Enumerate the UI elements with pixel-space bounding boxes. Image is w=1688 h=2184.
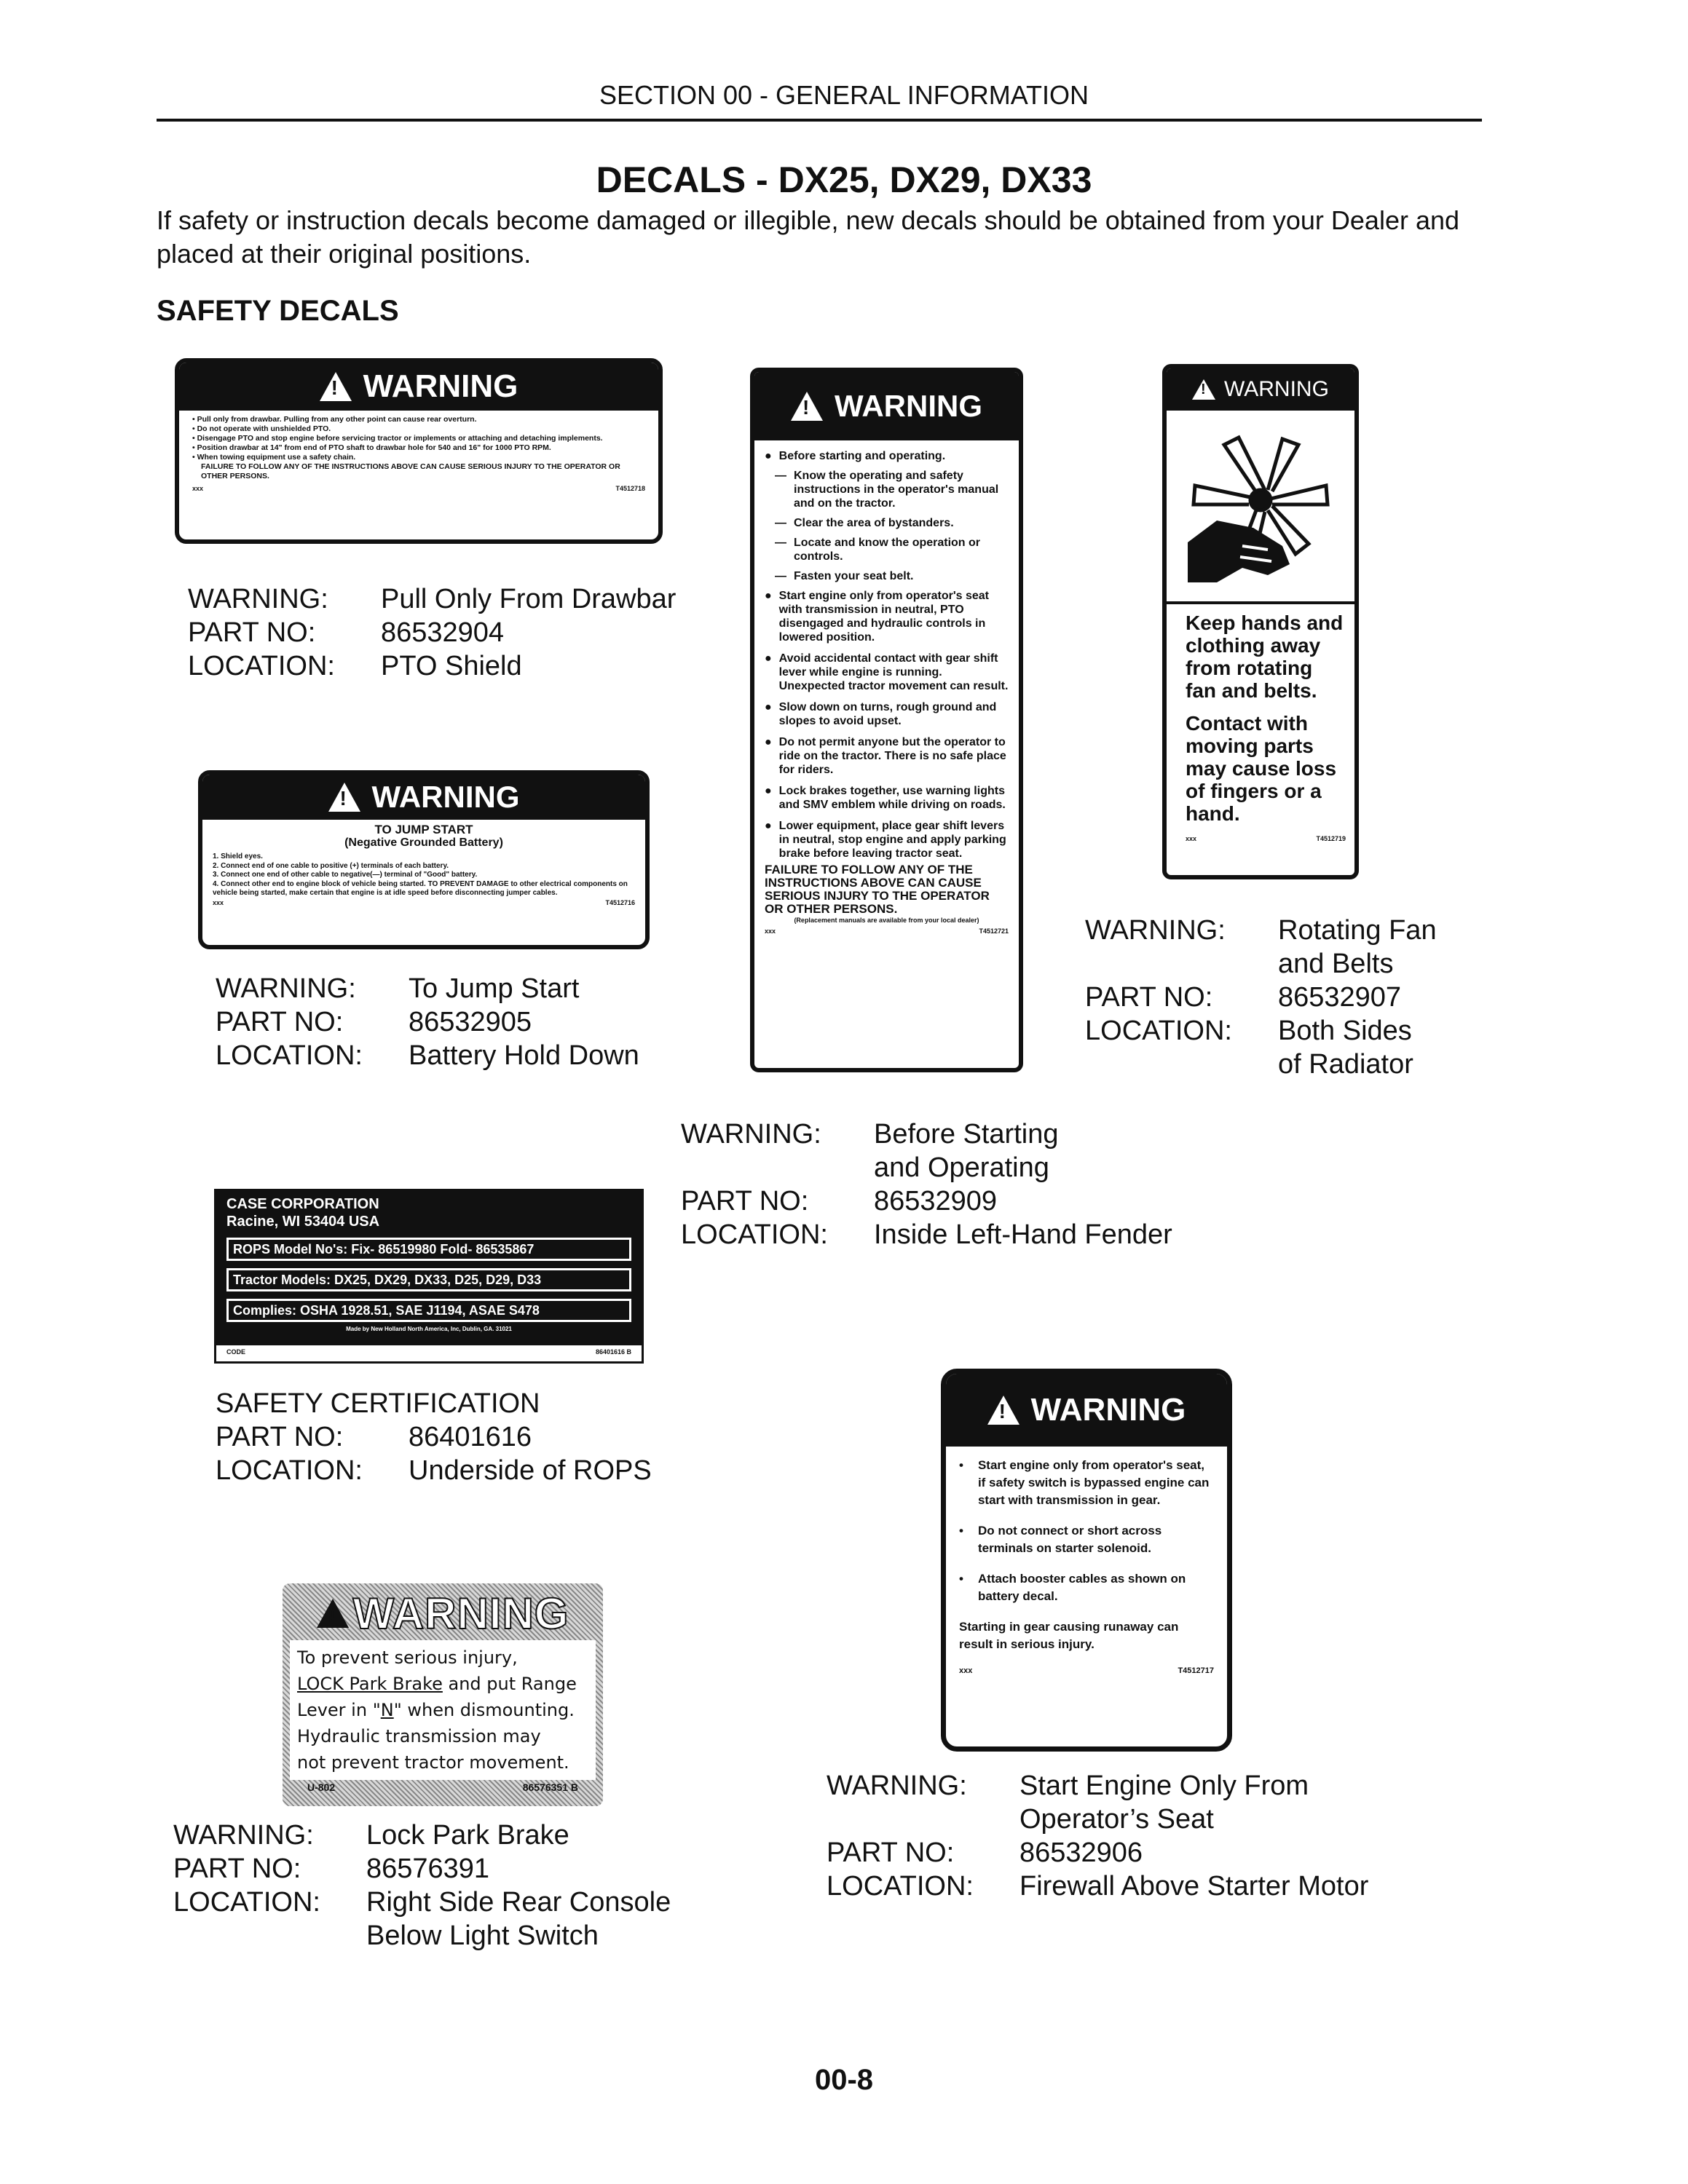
decal-line: • Disengage PTO and stop engine before servicing tractor or implements or attaching and detaching implements. — [192, 434, 603, 443]
caption-value: Battery Hold Down — [409, 1040, 639, 1071]
caption-value: To Jump Start — [409, 973, 580, 1004]
decal-dash-text: Fasten your seat belt. — [794, 570, 914, 582]
decal-line: FAILURE TO FOLLOW ANY OF THE INSTRUCTIONS ABOVE CAN CAUSE SERIOUS INJURY TO THE OPERATOR OR OTHER PERSONS. — [201, 462, 620, 480]
caption-value: Lock Park Brake — [366, 1820, 569, 1851]
decal-start-title: WARNING — [1030, 1392, 1186, 1428]
caption-value: 86532905 — [409, 1007, 532, 1037]
decal-bullet-text: Slow down on turns, rough ground and slopes to avoid upset. — [778, 701, 997, 727]
caption-value: Both Sides — [1278, 1016, 1412, 1046]
caption-value: 86532906 — [1019, 1837, 1143, 1868]
decal-jump-sub1: TO JUMP START — [374, 823, 473, 836]
park-text-span: Lever in " — [297, 1700, 381, 1720]
caption-label: PART NO: — [827, 1837, 955, 1868]
caption-before-starting — [681, 1117, 1172, 1251]
decal-jump-header — [202, 775, 645, 820]
caption-label: LOCATION: — [1085, 1016, 1232, 1046]
park-neutral-underline: N — [380, 1700, 394, 1720]
caption-value: Right Side Rear Console — [366, 1887, 671, 1918]
decal-dash-text: Clear the area of bystanders. — [794, 517, 954, 529]
caption-label: PART NO: — [216, 1422, 344, 1452]
decal-bullet: ● Start engine only from operator's seat with transmission in neutral, PTO disengaged and hydraulic controls in lowered position. — [765, 589, 1009, 644]
caption-park-brake — [173, 1819, 671, 1952]
decal-drawbar-header — [179, 363, 658, 411]
caption-rops — [216, 1387, 652, 1487]
decal-bullet: ● Do not permit anyone but the operator to ride on the tractor. There is no safe place for riders. — [765, 735, 1009, 777]
decal-bullet: • Start engine only from operator's seat, if safety switch is bypassed engine can start with transmission in gear. — [959, 1457, 1214, 1509]
decal-code-left: xxx — [213, 898, 224, 906]
decal-line: • When towing equipment use a safety chain. — [192, 453, 356, 462]
warning-triangle-icon — [328, 783, 360, 812]
decal-code — [1186, 828, 1346, 850]
rops-tractor-box: Tractor Models: DX25, DX29, DX33, D25, D29, D33 — [226, 1268, 631, 1291]
decal-bullet: ● Avoid accidental contact with gear shift lever while engine is running. Unexpected tractor movement can result. — [765, 652, 1009, 692]
caption-label: WARNING: — [1085, 915, 1226, 946]
caption-value: 86532907 — [1278, 982, 1402, 1013]
caption-value: Pull Only From Drawbar — [381, 584, 677, 614]
decal-before-body — [754, 440, 1019, 938]
rops-model-box: ROPS Model No's: Fix- 86519980 Fold- 86535867 — [226, 1238, 631, 1261]
caption-value: 86576391 — [366, 1853, 490, 1884]
decal-fan-text2: Contact with moving parts may cause loss of fingers or a hand. — [1186, 712, 1337, 825]
page-number: 00-8 — [814, 2064, 874, 2096]
fan-hand-icon — [1173, 419, 1348, 593]
caption-label: PART NO: — [173, 1853, 301, 1884]
caption-value: Inside Left-Hand Fender — [874, 1219, 1172, 1250]
safety-decals-heading: SAFETY DECALS — [157, 295, 399, 327]
caption-value: Operator’s Seat — [1019, 1804, 1214, 1835]
decal-line: • Position drawbar at 14" from end of PTO shaft to drawbar hole for 540 and 16" for 1000 PTO RPM. — [192, 443, 551, 452]
section-title: SECTION 00 - GENERAL INFORMATION — [599, 80, 1089, 110]
decal-drawbar — [175, 358, 663, 544]
decal-code-right: T4512717 — [1178, 1666, 1214, 1675]
decal-bullet-text: Lower equipment, place gear shift levers in neutral, stop engine and apply parking brake before leaving tractor seat. — [778, 820, 1006, 860]
decal-fan-text1: Keep hands and clothing away from rotating fan and belts. — [1186, 612, 1344, 702]
decal-code — [959, 1662, 1214, 1679]
caption-value: Firewall Above Starter Motor — [1019, 1871, 1369, 1902]
decal-dash-text: Locate and know the operation or controls. — [794, 537, 981, 563]
caption-label: LOCATION: — [216, 1040, 363, 1071]
park-text-line — [297, 1671, 588, 1697]
decal-bullet-text: Do not permit anyone but the operator to ride on the tractor. There is no safe place for riders. — [778, 736, 1006, 776]
warning-triangle-icon — [1192, 379, 1215, 400]
decal-start-body — [946, 1447, 1227, 1679]
warning-triangle-icon — [791, 392, 823, 421]
caption-value: 86401616 — [409, 1422, 532, 1452]
warning-triangle-icon — [987, 1396, 1019, 1425]
caption-value: Below Light Switch — [366, 1920, 599, 1951]
decal-code-left: xxx — [765, 927, 776, 935]
decal-park-title: WARNING — [352, 1588, 569, 1638]
decal-bullet: ● Lock brakes together, use warning lights and SMV emblem while driving on roads. — [765, 784, 1009, 812]
decal-line: 3. Connect one end of other cable to negative(—) terminal of "Good" battery. — [213, 871, 478, 879]
decal-code-right: 86401616 B — [595, 1348, 631, 1356]
caption-label: LOCATION: — [681, 1219, 828, 1250]
rops-plate-body — [216, 1191, 642, 1345]
decal-bullet: ● Before starting and operating. — [765, 450, 946, 462]
caption-label: PART NO: — [1085, 982, 1213, 1013]
caption-drawbar — [188, 582, 676, 683]
caption-value: Start Engine Only From — [1019, 1770, 1309, 1801]
caption-value: Rotating Fan — [1278, 915, 1437, 946]
decal-line: 2. Connect end of one cable to positive (+) terminals of each battery. — [213, 861, 449, 870]
caption-label: WARNING: — [216, 973, 356, 1004]
decal-rops-plate — [214, 1189, 644, 1364]
caption-value: Underside of ROPS — [409, 1455, 652, 1486]
decal-code-right: 86576351 B — [522, 1781, 578, 1793]
caption-label: WARNING: — [827, 1770, 967, 1801]
decal-bullet: • Attach booster cables as shown on battery decal. — [959, 1570, 1214, 1605]
park-text-span: " when dismounting. — [393, 1700, 575, 1720]
header-rule — [157, 119, 1482, 122]
decal-dash: — Know the operating and safety instructions in the operator's manual and on the tractor. — [775, 469, 1009, 510]
decal-before-starting — [750, 368, 1023, 1072]
caption-label: PART NO: — [681, 1186, 809, 1216]
caption-value: 86532904 — [381, 617, 505, 648]
decal-jump-title: WARNING — [371, 780, 520, 814]
page-title: DECALS - DX25, DX29, DX33 — [596, 159, 1092, 200]
decal-bullet: ● Lower equipment, place gear shift levers in neutral, stop engine and apply parking brake before leaving tractor seat. — [765, 819, 1009, 860]
decal-dash: — Clear the area of bystanders. — [775, 517, 954, 529]
decal-park-brake — [283, 1583, 603, 1806]
caption-label: PART NO: — [188, 617, 316, 648]
caption-value: and Belts — [1278, 949, 1394, 979]
park-brake-header — [290, 1588, 596, 1638]
caption-rotating-fan — [1085, 914, 1437, 1081]
decal-line: 1. Shield eyes. — [213, 852, 263, 860]
decal-code-left: CODE — [226, 1348, 246, 1356]
rops-company: CASE CORPORATION — [226, 1196, 379, 1212]
decal-rotating-fan — [1162, 364, 1359, 879]
warning-triangle-icon — [317, 1599, 349, 1628]
decal-code — [290, 1780, 596, 1795]
caption-label: WARNING: — [173, 1820, 314, 1851]
intro-paragraph: If safety or instruction decals become damaged or illegible, new decals should be obtained from your Dealer and placed at their original positions. — [157, 205, 1460, 269]
decal-code — [765, 925, 1009, 938]
warning-triangle-icon — [320, 372, 352, 401]
decal-code-left: xxx — [959, 1666, 973, 1675]
rops-made-by: Made by New Holland North America, Inc, Dublin, GA. 31021 — [346, 1326, 512, 1332]
park-text-line: not prevent tractor movement. — [297, 1752, 569, 1773]
decal-bullet-text: Do not connect or short across terminals on starter solenoid. — [977, 1524, 1162, 1555]
decal-before-title: WARNING — [835, 389, 982, 423]
caption-label: WARNING: — [681, 1119, 821, 1150]
decal-code-right: T4512719 — [1316, 835, 1346, 842]
caption-value: PTO Shield — [381, 651, 522, 681]
decal-dash-text: Know the operating and safety instructions in the operator's manual and on the tractor. — [794, 470, 999, 510]
park-text-span: and put Range — [442, 1674, 577, 1694]
decal-fan-body — [1167, 604, 1354, 850]
decal-code — [213, 898, 635, 908]
decal-bullet-text: Avoid accidental contact with gear shift lever while engine is running. Unexpected tractor movement can result. — [778, 652, 1009, 692]
park-text-line: To prevent serious injury, — [297, 1647, 518, 1668]
decal-failure: FAILURE TO FOLLOW ANY OF THE INSTRUCTIONS ABOVE CAN CAUSE SERIOUS INJURY TO THE OPERATOR OR OTHER PERSONS. — [765, 863, 990, 916]
decal-dash: — Locate and know the operation or controls. — [775, 536, 1009, 563]
decal-code-right: T4512716 — [605, 898, 635, 906]
decal-code-left: xxx — [1186, 835, 1197, 842]
park-brake-body — [290, 1640, 596, 1780]
caption-label: LOCATION: — [216, 1455, 363, 1486]
decal-line: • Pull only from drawbar. Pulling from any other point can cause rear overturn. — [192, 415, 477, 424]
decal-start-foot: Starting in gear causing runaway can result in serious injury. — [959, 1620, 1179, 1651]
decal-before-header — [754, 372, 1019, 440]
decal-bullet: ● Slow down on turns, rough ground and slopes to avoid upset. — [765, 700, 1009, 728]
decal-bullet-text: Lock brakes together, use warning lights and SMV emblem while driving on roads. — [778, 785, 1006, 811]
caption-start-engine — [827, 1769, 1368, 1903]
decal-dash: — Fasten your seat belt. — [775, 570, 914, 582]
park-text-line — [297, 1697, 588, 1723]
decal-drawbar-title: WARNING — [363, 368, 518, 404]
decal-line: • Do not operate with unshielded PTO. — [192, 424, 331, 433]
caption-label: LOCATION: — [173, 1887, 320, 1918]
decal-bullet-text: Attach booster cables as shown on battery decal. — [977, 1572, 1186, 1603]
decal-start-header — [946, 1374, 1227, 1447]
park-lock-underline: LOCK Park Brake — [297, 1674, 443, 1694]
caption-label: LOCATION: — [827, 1871, 974, 1902]
decal-code-right: T4512721 — [979, 927, 1009, 935]
decal-code — [216, 1345, 642, 1356]
decal-jump-body — [202, 820, 645, 907]
caption-value: and Operating — [874, 1152, 1049, 1183]
caption-jump-start — [216, 972, 639, 1072]
decal-jump-sub2: (Negative Grounded Battery) — [344, 836, 503, 849]
caption-value: Before Starting — [874, 1119, 1059, 1150]
decal-code-left: xxx — [192, 485, 204, 492]
decal-bullet-text: Start engine only from operator's seat, if safety switch is bypassed engine can start with transmission in gear. — [977, 1458, 1210, 1507]
decal-code — [192, 484, 645, 494]
decal-bullet-text: Start engine only from operator's seat with transmission in neutral, PTO disengaged and hydraulic controls in lowered position. — [778, 590, 989, 644]
decal-bullet: • Do not connect or short across terminals on starter solenoid. — [959, 1522, 1214, 1557]
caption-label: WARNING: — [188, 584, 328, 614]
decal-fan-header — [1167, 368, 1354, 411]
decal-code-right: T4512718 — [615, 485, 645, 492]
caption-label: LOCATION: — [188, 651, 335, 681]
decal-bullet-text: Before starting and operating. — [778, 450, 946, 462]
rops-complies-box: Complies: OSHA 1928.51, SAE J1194, ASAE S478 — [226, 1299, 631, 1322]
decal-start-engine — [941, 1369, 1232, 1752]
decal-note: (Replacement manuals are available from your local dealer) — [794, 917, 979, 924]
rops-address: Racine, WI 53404 USA — [226, 1214, 380, 1230]
park-text-line: Hydraulic transmission may — [297, 1726, 541, 1746]
caption-value: SAFETY CERTIFICATION — [216, 1388, 540, 1419]
caption-value: of Radiator — [1278, 1049, 1413, 1080]
decal-jump-start — [198, 770, 650, 949]
decal-line: 4. Connect other end to engine block of vehicle being started. TO PREVENT DAMAGE to other electrical components on vehicle being started, make certain that engine is at idle speed before disconnecting jumper cables. — [213, 879, 628, 897]
caption-label: PART NO: — [216, 1007, 344, 1037]
decal-code-left: U-802 — [307, 1781, 336, 1793]
decal-fan-title: WARNING — [1224, 377, 1329, 401]
fan-illustration — [1167, 411, 1354, 601]
decal-drawbar-body — [179, 411, 658, 494]
caption-value: 86532909 — [874, 1186, 998, 1216]
